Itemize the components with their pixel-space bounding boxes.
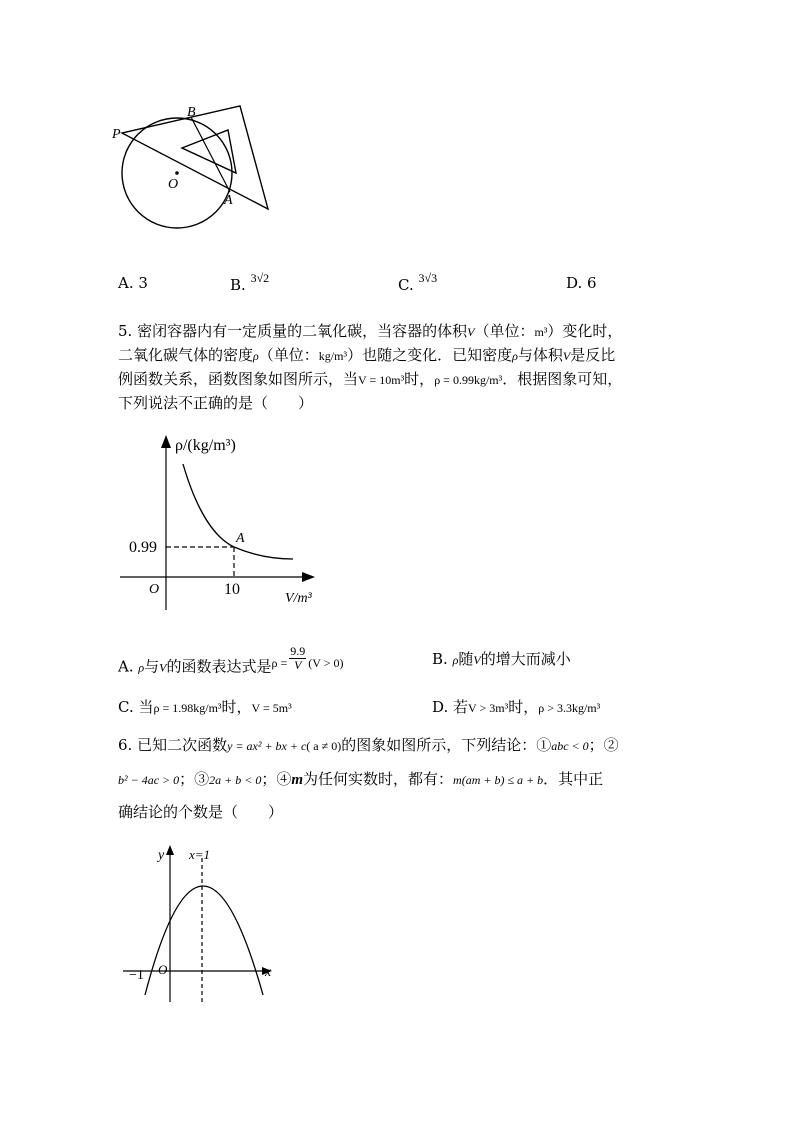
q6-x-label: x	[265, 965, 272, 980]
q5-option-d: D. 若V > 3m³时，ρ > 3.3kg/m³	[432, 698, 601, 716]
q6-parabola-graph	[115, 840, 290, 1005]
q5-line-2: 二氧化碳气体的密度ρ（单位：kg/m³）也随之变化．已知密度ρ与体积V是反比	[118, 346, 616, 364]
q6-line-1: 6. 已知二次函数y = ax² + bx + c( a ≠ 0)的图象如图所示，下列结论：①abc < 0；②	[118, 736, 619, 754]
q4-option-c-prefix: C.	[398, 276, 414, 294]
q5-y-tick: 0.99	[129, 539, 157, 556]
q5-option-a-fraction: $\frac{9.9}{V}$	[290, 644, 306, 673]
q6-y-label: y	[158, 848, 165, 863]
q4-option-c	[398, 271, 438, 294]
q6-line-2: b² − 4ac > 0；③2a + b < 0；④m为任何实数时，都有：m(am + b) ≤ a + b．其中正	[118, 770, 604, 788]
q4-option-c-value: 3√3	[418, 271, 438, 285]
q5-inverse-graph	[115, 430, 330, 610]
q4-label-O: O	[168, 177, 179, 192]
q5-y-label: ρ/(kg/m³)	[175, 437, 236, 454]
q4-option-b	[230, 271, 270, 294]
q4-center-dot	[175, 171, 179, 175]
q5-point-label: A	[236, 531, 245, 546]
q6-origin-label: O	[158, 962, 168, 977]
q6-x-tick-neg1: −1	[129, 968, 144, 983]
q4-label-P: P	[112, 127, 121, 142]
q6-axis-label: x=1	[189, 847, 211, 862]
q5-line-3: 例函数关系，函数图象如图所示，当V = 10m³时，ρ = 0.99kg/m³．根据图象可知，	[118, 370, 623, 388]
q4-option-d: D. 6	[566, 274, 597, 292]
q4-option-b-value: 3√2	[250, 271, 270, 285]
q5-y-arrow	[161, 435, 171, 448]
q4-option-b-prefix: B.	[230, 276, 246, 294]
q6-line-3: 确结论的个数是（ ）	[118, 803, 284, 821]
q5-x-tick: 10	[224, 581, 240, 598]
q5-option-c: C. 当ρ = 1.98kg/m³时，V = 5m³	[118, 698, 292, 716]
q5-option-a: A. ρ与V的函数表达式是$^{\rho =}$ $\frac{9.9}{V}$ $^{(V > 0)}$	[118, 644, 344, 676]
q5-x-label: V/m³	[285, 591, 312, 606]
q4-label-A: A	[224, 193, 233, 208]
q4-label-B: B	[187, 105, 196, 120]
q5-line-4: 下列说法不正确的是（ ）	[118, 394, 314, 412]
q6-parabola	[145, 886, 263, 995]
q5-option-b: B. ρ随V的增大而减小	[432, 650, 571, 668]
q4-option-a: A. 3	[118, 274, 148, 292]
q5-origin-label: O	[149, 582, 160, 597]
q5-x-arrow	[302, 572, 315, 582]
q6-y-arrow	[166, 845, 174, 855]
q5-line-1: 5. 密闭容器内有一定质量的二氧化碳，当容器的体积V（单位：m³）变化时，	[118, 322, 623, 340]
q4-geometry-figure	[112, 100, 282, 260]
